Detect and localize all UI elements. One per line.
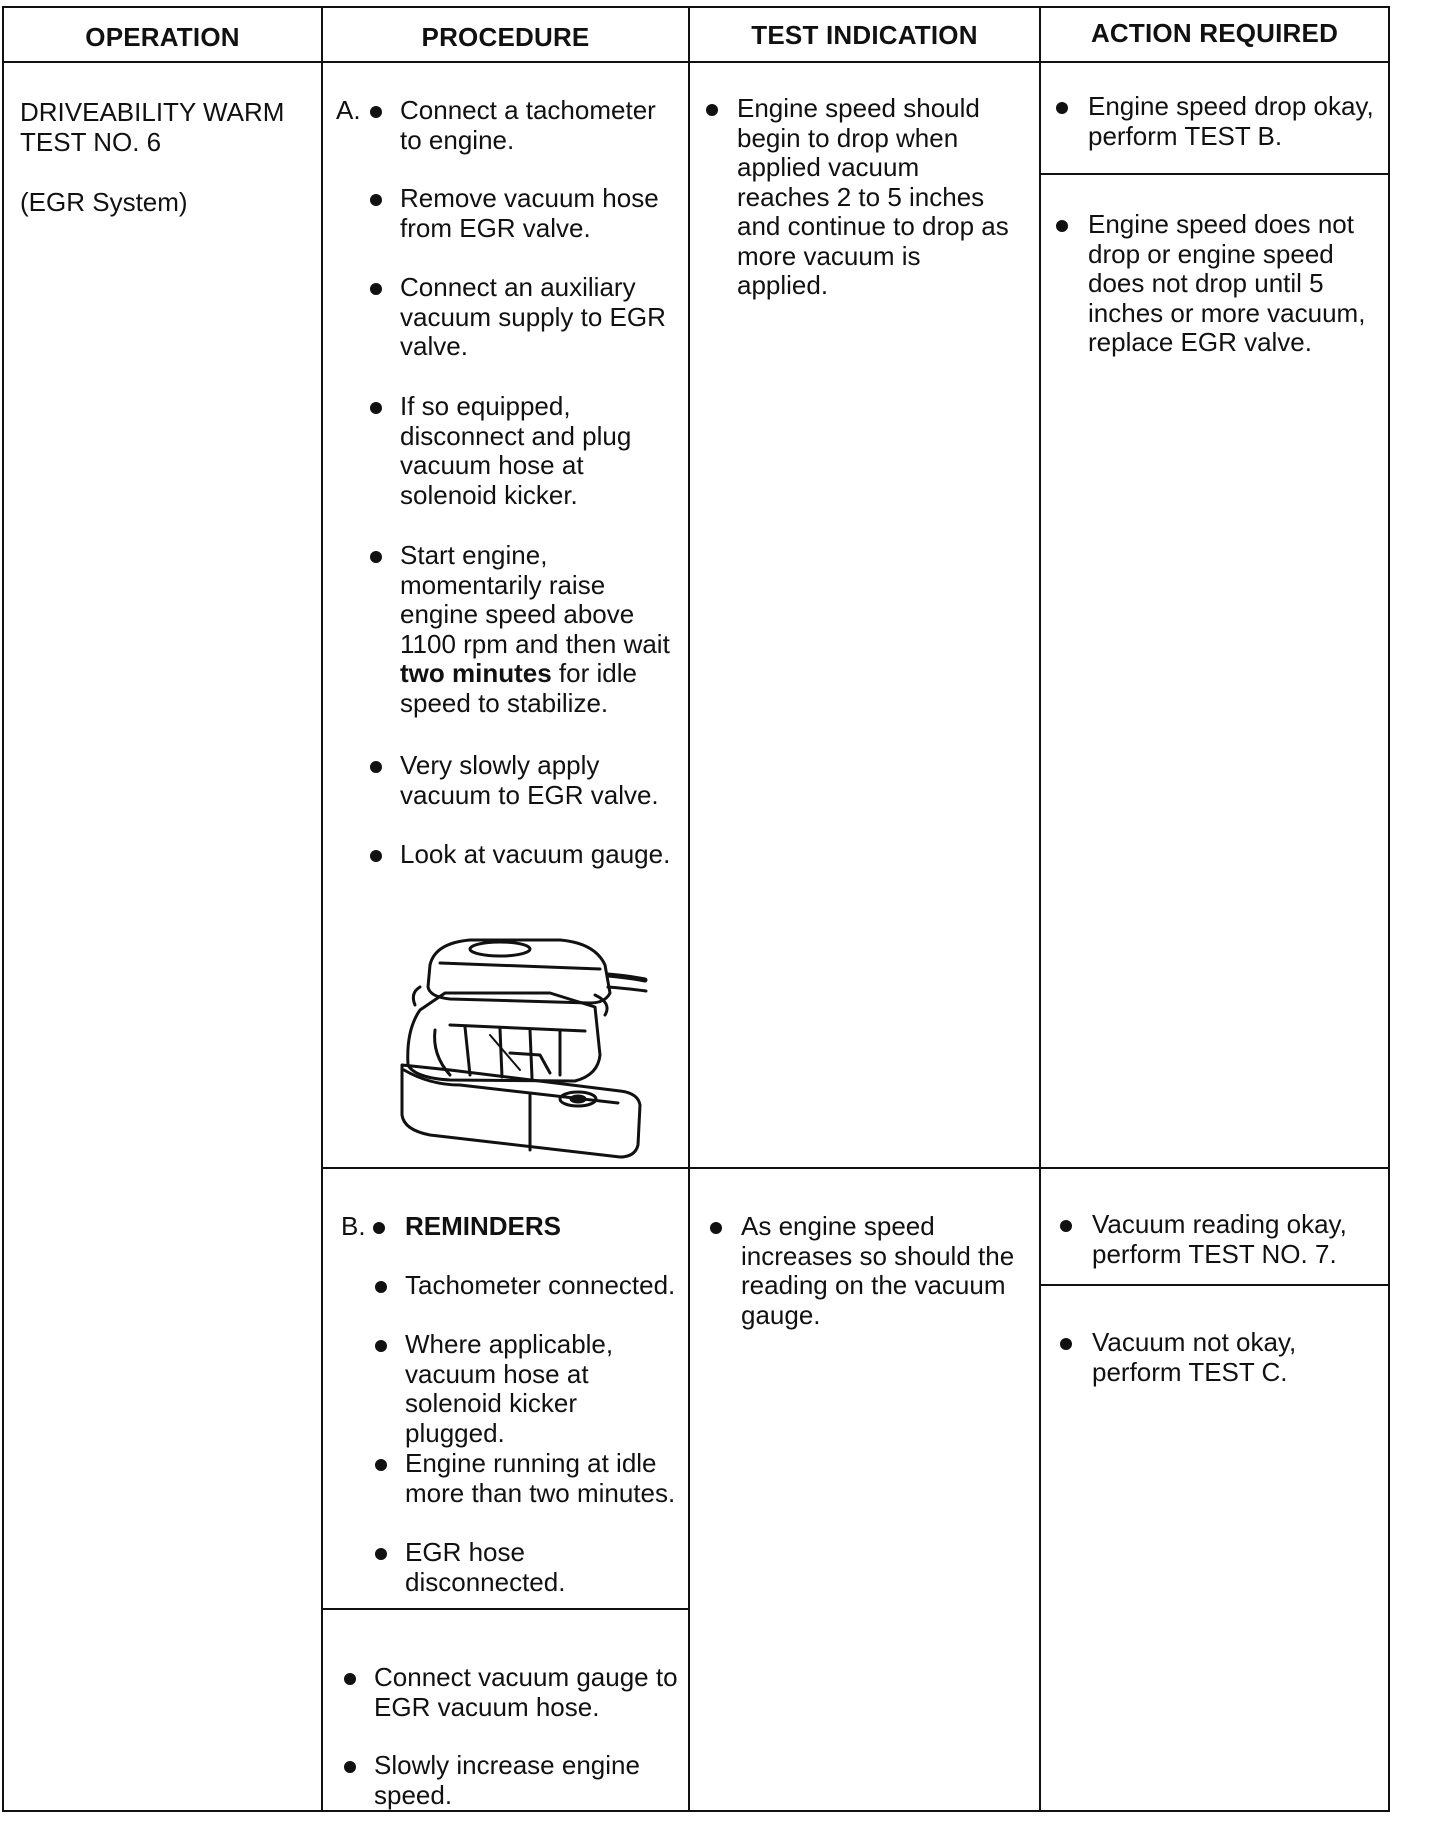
bullet-icon bbox=[1060, 1338, 1072, 1350]
bullet-icon bbox=[370, 551, 382, 563]
bullet-icon bbox=[375, 1340, 387, 1352]
bullet-icon bbox=[370, 761, 382, 773]
col-divider-3 bbox=[1039, 6, 1041, 1812]
header-procedure: PROCEDURE bbox=[421, 22, 590, 52]
right-border bbox=[1388, 6, 1390, 1812]
reminder-text: Engine running at idle more than two minutes. bbox=[405, 1448, 676, 1508]
action-b-text: Vacuum not okay, perform TEST C. bbox=[1092, 1327, 1297, 1387]
operation-title-line1: DRIVEABILITY WARM bbox=[20, 97, 285, 127]
bullet-icon bbox=[375, 1281, 387, 1293]
bullet-icon bbox=[344, 1761, 356, 1773]
bullet-icon bbox=[375, 1548, 387, 1560]
operation-subtitle: (EGR System) bbox=[20, 187, 188, 217]
bullet-icon bbox=[370, 194, 382, 206]
col-divider-2 bbox=[688, 6, 690, 1812]
action-b-divider bbox=[1039, 1284, 1390, 1286]
procedure-b-text: Connect vacuum gauge to EGR vacuum hose. bbox=[374, 1662, 678, 1722]
procedure-a-text: Look at vacuum gauge. bbox=[400, 839, 671, 869]
bullet-icon bbox=[1060, 1220, 1072, 1232]
header-action-required: ACTION REQUIRED bbox=[1090, 18, 1339, 48]
step-a-label: A. bbox=[336, 95, 361, 125]
operation-title-line2: TEST NO. 6 bbox=[20, 126, 162, 157]
bullet-icon bbox=[370, 850, 382, 862]
bullet-icon bbox=[375, 1459, 387, 1471]
test-indication-b-text: As engine speed increases so should the reading on the vacuum gauge. bbox=[741, 1211, 1015, 1330]
procedure-a-text: Connect an auxiliary vacuum supply to EGR valve. bbox=[400, 272, 666, 361]
bullet-icon bbox=[1056, 102, 1068, 114]
action-a-text: Engine speed does not drop or engine speed does not drop until 5 inches or more vacuum, replace EGR valve. bbox=[1088, 209, 1366, 357]
action-a-divider bbox=[1039, 173, 1390, 175]
step-b-label: B. bbox=[341, 1211, 366, 1241]
bullet-icon bbox=[1056, 220, 1068, 232]
left-border bbox=[2, 6, 4, 1812]
test-indication-a-text: Engine speed should begin to drop when applied vacuum reaches 2 to 5 inches and continue to drop as more vacuum is applied. bbox=[737, 93, 1009, 300]
bottom-border bbox=[2, 1810, 1390, 1812]
procedure-a-text: Very slowly apply vacuum to EGR valve. bbox=[400, 750, 659, 810]
bullet-icon bbox=[370, 402, 382, 414]
header-test-indication: TEST INDICATION bbox=[751, 20, 978, 50]
procedure-a-text: Connect a tachometer to engine. bbox=[400, 95, 656, 155]
procedure-a-text: If so equipped, disconnect and plug vacuum hose at solenoid kicker. bbox=[400, 391, 632, 510]
bullet-icon bbox=[710, 1222, 722, 1234]
reminders-divider bbox=[321, 1608, 689, 1610]
reminder-text: EGR hose disconnected. bbox=[405, 1537, 566, 1597]
top-border bbox=[2, 6, 1390, 8]
procedure-a-start-engine: Start engine, momentarily raise engine speed above 1100 rpm and then wait two minutes for idle speed to stabilize. bbox=[400, 540, 670, 718]
action-b-text: Vacuum reading okay, perform TEST NO. 7. bbox=[1092, 1209, 1347, 1269]
procedure-a-text: Remove vacuum hose from EGR valve. bbox=[400, 183, 659, 243]
operation-title bbox=[20, 98, 310, 157]
col-divider-1 bbox=[321, 6, 323, 1812]
action-a-text: Engine speed drop okay, perform TEST B. bbox=[1088, 91, 1374, 151]
bullet-icon bbox=[370, 283, 382, 295]
vacuum-pump-illustration bbox=[390, 935, 655, 1170]
procedure-b-text: Slowly increase engine speed. bbox=[374, 1750, 640, 1810]
header-divider bbox=[2, 61, 1390, 63]
bullet-icon bbox=[706, 104, 718, 116]
header-operation: OPERATION bbox=[85, 22, 240, 52]
reminder-text: Where applicable, vacuum hose at solenoid kicker plugged. bbox=[405, 1329, 614, 1448]
bullet-icon bbox=[344, 1673, 356, 1685]
bullet-icon bbox=[370, 106, 382, 118]
reminder-text: Tachometer connected. bbox=[405, 1270, 676, 1300]
reminders-title: REMINDERS bbox=[405, 1211, 562, 1241]
bullet-icon bbox=[373, 1222, 385, 1234]
